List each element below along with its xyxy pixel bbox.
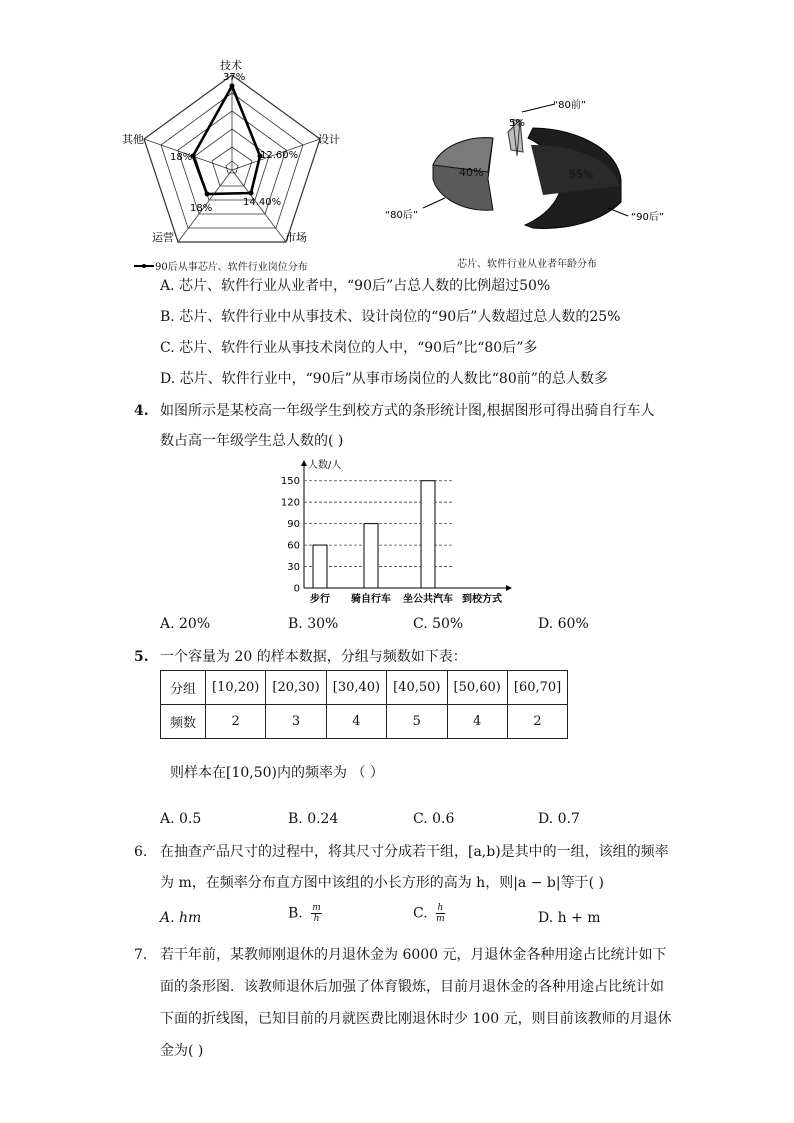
table-cell: 5 bbox=[387, 705, 447, 739]
q7-line1: 若干年前，某教师刚退休的月退休金为 6000 元，月退休金各种用途占比统计如下 bbox=[160, 947, 667, 963]
q5-option-d: D. 0.7 bbox=[538, 811, 580, 827]
table-cell: [60,70] bbox=[507, 671, 567, 705]
pie-label-90s: 55% bbox=[569, 168, 594, 181]
callout-80s: “80后” bbox=[385, 210, 419, 221]
radar-legend bbox=[133, 255, 308, 273]
numerator: m bbox=[312, 903, 321, 913]
point-label-tech: 37% bbox=[223, 72, 246, 83]
radar-legend-text: 90后从事芯片、软件行业岗位分布 bbox=[155, 262, 308, 273]
table-cell: 4 bbox=[326, 705, 386, 739]
q7-number: 7. bbox=[134, 947, 148, 963]
callout-80pre: “80前” bbox=[553, 100, 587, 111]
q6-option-a: A. hm bbox=[160, 910, 202, 926]
x-tick-label: 步行 bbox=[310, 594, 330, 605]
table-cell: 频数 bbox=[161, 705, 206, 739]
table-row bbox=[161, 671, 568, 705]
y-tick-label: 90 bbox=[287, 519, 300, 531]
q5-number: 5. bbox=[134, 649, 149, 665]
q5-stem: 一个容量为 20 的样本数据，分组与频数如下表： bbox=[160, 649, 467, 665]
fraction bbox=[436, 903, 445, 924]
q6-number: 6. bbox=[134, 844, 148, 860]
q3-option-b: B. 芯片、软件行业中从事技术、设计岗位的“90后”人数超过总人数的25% bbox=[160, 309, 621, 325]
q6-option-d: D. h + m bbox=[538, 910, 601, 926]
frequency-table bbox=[160, 670, 568, 739]
table-cell: [50,60) bbox=[447, 671, 507, 705]
q4-number: 4. bbox=[134, 403, 149, 419]
pie-label-80pre: 5% bbox=[509, 118, 525, 129]
axis-label-design: 设计 bbox=[318, 133, 340, 146]
legend-line-icon bbox=[133, 260, 155, 272]
y-axis-arrow bbox=[301, 460, 307, 466]
q4-option-c: C. 50% bbox=[413, 616, 464, 632]
y-tick-label: 150 bbox=[280, 476, 300, 488]
radar-chart bbox=[110, 55, 360, 270]
point-label-design: 12.60% bbox=[260, 150, 299, 161]
axis-label-other: 其他 bbox=[122, 133, 144, 146]
q7-line3: 下面的折线图，已知目前的月就医费比刚退休时少 100 元，则目前该教师的月退休 bbox=[160, 1011, 672, 1027]
bar-2 bbox=[364, 524, 378, 588]
q5-option-c: C. 0.6 bbox=[413, 811, 455, 827]
y-tick-label: 0 bbox=[293, 583, 300, 595]
table-cell: 3 bbox=[266, 705, 326, 739]
axis-label-ops: 运营 bbox=[152, 231, 174, 244]
pie-caption: 芯片、软件行业从业者年龄分布 bbox=[457, 259, 597, 270]
q4-option-a: A. 20% bbox=[160, 616, 211, 632]
bar-1 bbox=[313, 545, 327, 588]
table-cell: 4 bbox=[447, 705, 507, 739]
table-cell: 2 bbox=[206, 705, 266, 739]
point-label-other: 18% bbox=[170, 152, 193, 163]
table-cell: [10,20) bbox=[206, 671, 266, 705]
fraction bbox=[311, 903, 322, 924]
q5-option-b: B. 0.24 bbox=[288, 811, 339, 827]
q4-option-d: D. 60% bbox=[538, 616, 589, 632]
y-tick-label: 60 bbox=[287, 540, 300, 552]
denominator: h bbox=[313, 914, 320, 924]
bar-3 bbox=[421, 481, 435, 588]
q3-option-a: A. 芯片、软件行业从业者中，“90后”占总人数的比例超过50% bbox=[160, 278, 551, 294]
table-cell: 分组 bbox=[161, 671, 206, 705]
bar-chart bbox=[270, 458, 520, 608]
q3-option-d: D. 芯片、软件行业中，“90后”从事市场岗位的人数比“80前”的总人数多 bbox=[160, 371, 608, 387]
y-tick-label: 30 bbox=[287, 562, 300, 574]
callout-90s: “90后” bbox=[631, 212, 665, 223]
q6-line2: 为 m，在频率分布直方图中该组的小长方形的高为 h，则|a − b|等于( ) bbox=[160, 875, 604, 891]
point-label-ops: 18% bbox=[190, 203, 213, 214]
q4-option-b: B. 30% bbox=[288, 616, 339, 632]
y-tick-label: 120 bbox=[280, 497, 300, 509]
x-tick-label: 坐公共汽车 bbox=[403, 594, 453, 605]
numerator: h bbox=[437, 903, 444, 913]
pie-label-80s: 40% bbox=[459, 166, 484, 179]
q6-option-b bbox=[288, 903, 322, 924]
q5-question: 则样本在[10,50)内的频率为 （ ） bbox=[170, 765, 384, 781]
x-axis-arrow bbox=[506, 585, 512, 591]
option-prefix: B. bbox=[288, 905, 303, 922]
axis-label-tech: 技术 bbox=[220, 59, 242, 72]
q6-option-c bbox=[413, 903, 445, 924]
table-cell: [30,40) bbox=[326, 671, 386, 705]
table-cell: 2 bbox=[507, 705, 567, 739]
q6-line1: 在抽查产品尺寸的过程中，将其尺寸分成若干组，[a,b)是其中的一组，该组的频率 bbox=[160, 844, 669, 860]
table-row bbox=[161, 705, 568, 739]
x-tick-label: 骑自行车 bbox=[351, 594, 391, 605]
q7-line4: 金为( ) bbox=[160, 1043, 204, 1059]
option-prefix: C. bbox=[413, 905, 428, 922]
q5-option-a: A. 0.5 bbox=[160, 811, 202, 827]
q4-line2: 数占高一年级学生总人数的( ) bbox=[160, 433, 344, 449]
denominator: m bbox=[436, 914, 445, 924]
pie-chart bbox=[383, 90, 683, 245]
q3-option-c: C. 芯片、软件行业从事技术岗位的人中，“90后”比“80后”多 bbox=[160, 340, 538, 356]
axis-label-market: 市场 bbox=[285, 231, 307, 244]
point-label-market: 14.40% bbox=[243, 197, 282, 208]
x-axis-label: 到校方式 bbox=[462, 594, 502, 605]
y-axis-label: 人数/人 bbox=[308, 460, 342, 471]
table-cell: [20,30) bbox=[266, 671, 326, 705]
table-cell: [40,50) bbox=[387, 671, 447, 705]
q7-line2: 面的条形图．该教师退休后加强了体育锻炼，目前月退休金的各种用途占比统计如 bbox=[160, 979, 664, 995]
q4-line1: 如图所示是某校高一年级学生到校方式的条形统计图,根据图形可得出骑自行车人 bbox=[160, 403, 655, 419]
